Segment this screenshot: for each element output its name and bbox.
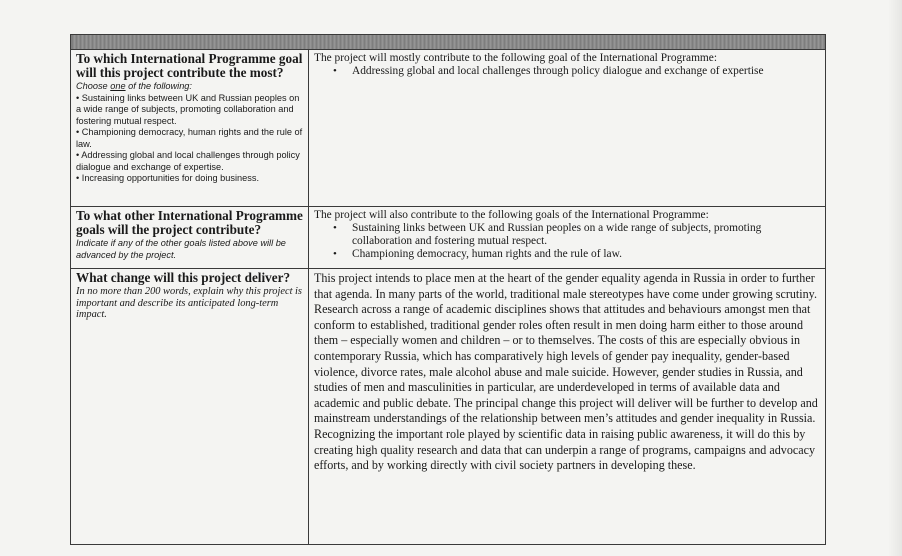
- change-answer-cell: [309, 269, 826, 545]
- other-goals-answer-item: Championing democracy, human rights and the rule of law.: [352, 248, 622, 260]
- main-goal-question-cell: [71, 50, 309, 207]
- other-goals-answer-intro: The project will also contribute to the following goals of the International Programme:: [314, 209, 709, 221]
- scan-page-edge: [888, 0, 902, 556]
- table-row-project-change: [71, 269, 826, 545]
- change-answer-text: This project intends to place men at the heart of the gender equality agenda in Russia in order to further that agenda. In many parts of the world, traditional male stereotypes have come under growing scrutiny. Research across a range of academic disciplines shows that attitudes and behaviours amongst men that conform to established, traditional gender roles often result in men doing harm either to those around them – especially women and children – or to themselves. The costs of this are especially obvious in contemporary Russia, which has comparatively high levels of gender pay inequality, gender-based violence, divorce rates, male alcohol abuse and male suicide. However, gender studies in Russia, and studies of men and masculinities in particular, are underdeveloped in terms of available data and academic and public debate. The principal change this project will deliver will be further to develop and mainstream understandings of the relationship between men’s attitudes and gender inequality in Russia. Recognizing the important role played by scientific data in raising public awareness, it will do this by creating high quality research and data that can underpin a range of programs, campaigns and advocacy efforts, and by working directly with civil society partners in developing these.: [314, 271, 818, 473]
- list-item: [333, 222, 820, 248]
- goal-option: • Addressing global and local challenges through policy dialogue and exchange of expertise.: [76, 150, 300, 172]
- other-goals-answer-list: [314, 222, 820, 261]
- other-goals-answer-item: Sustaining links between UK and Russian peoples on a wide range of subjects, promoting collaboration and fostering mutual respect.: [352, 222, 762, 247]
- table-row-other-goals: [71, 207, 826, 269]
- other-goals-answer-cell: [309, 207, 826, 269]
- goal-option: • Championing democracy, human rights and the rule of law.: [76, 127, 303, 149]
- main-goal-hint-underlined: one: [110, 81, 126, 91]
- proposal-form-table: [70, 34, 826, 545]
- list-item: [333, 65, 820, 78]
- change-hint: In no more than 200 words, explain why this project is important and describe its anticipated long-term impact.: [76, 286, 302, 320]
- main-goal-answer-list: [314, 65, 820, 78]
- table-header-bar: [71, 35, 826, 50]
- change-question-cell: [71, 269, 309, 545]
- main-goal-answer-intro: The project will mostly contribute to the following goal of the International Programme:: [314, 52, 718, 64]
- bullet-icon: •: [333, 248, 337, 260]
- bullet-icon: •: [333, 65, 337, 77]
- main-goal-hint-prefix: Choose: [76, 81, 111, 91]
- goal-option: • Increasing opportunities for doing business.: [76, 173, 259, 183]
- list-item: [333, 248, 820, 261]
- header-bar-cell: [71, 35, 826, 50]
- table-row-main-goal: [71, 50, 826, 207]
- other-goals-question: To what other International Programme goals will the project contribute?: [76, 208, 303, 237]
- main-goal-hint: [76, 81, 303, 93]
- goal-option: • Sustaining links between UK and Russian peoples on a wide range of subjects, promoting collaboration and fostering mutual respect.: [76, 92, 300, 126]
- other-goals-hint: Indicate if any of the other goals listed above will be advanced by the project.: [76, 238, 286, 260]
- other-goals-question-cell: [71, 207, 309, 269]
- main-goal-answer-item: Addressing global and local challenges through policy dialogue and exchange of expertise: [352, 65, 764, 77]
- main-goal-question: To which International Programme goal will this project contribute the most?: [76, 51, 303, 80]
- main-goal-answer-cell: [309, 50, 826, 207]
- main-goal-hint-suffix: of the following:: [125, 81, 192, 91]
- bullet-icon: •: [333, 222, 337, 234]
- change-question: What change will this project deliver?: [76, 270, 291, 285]
